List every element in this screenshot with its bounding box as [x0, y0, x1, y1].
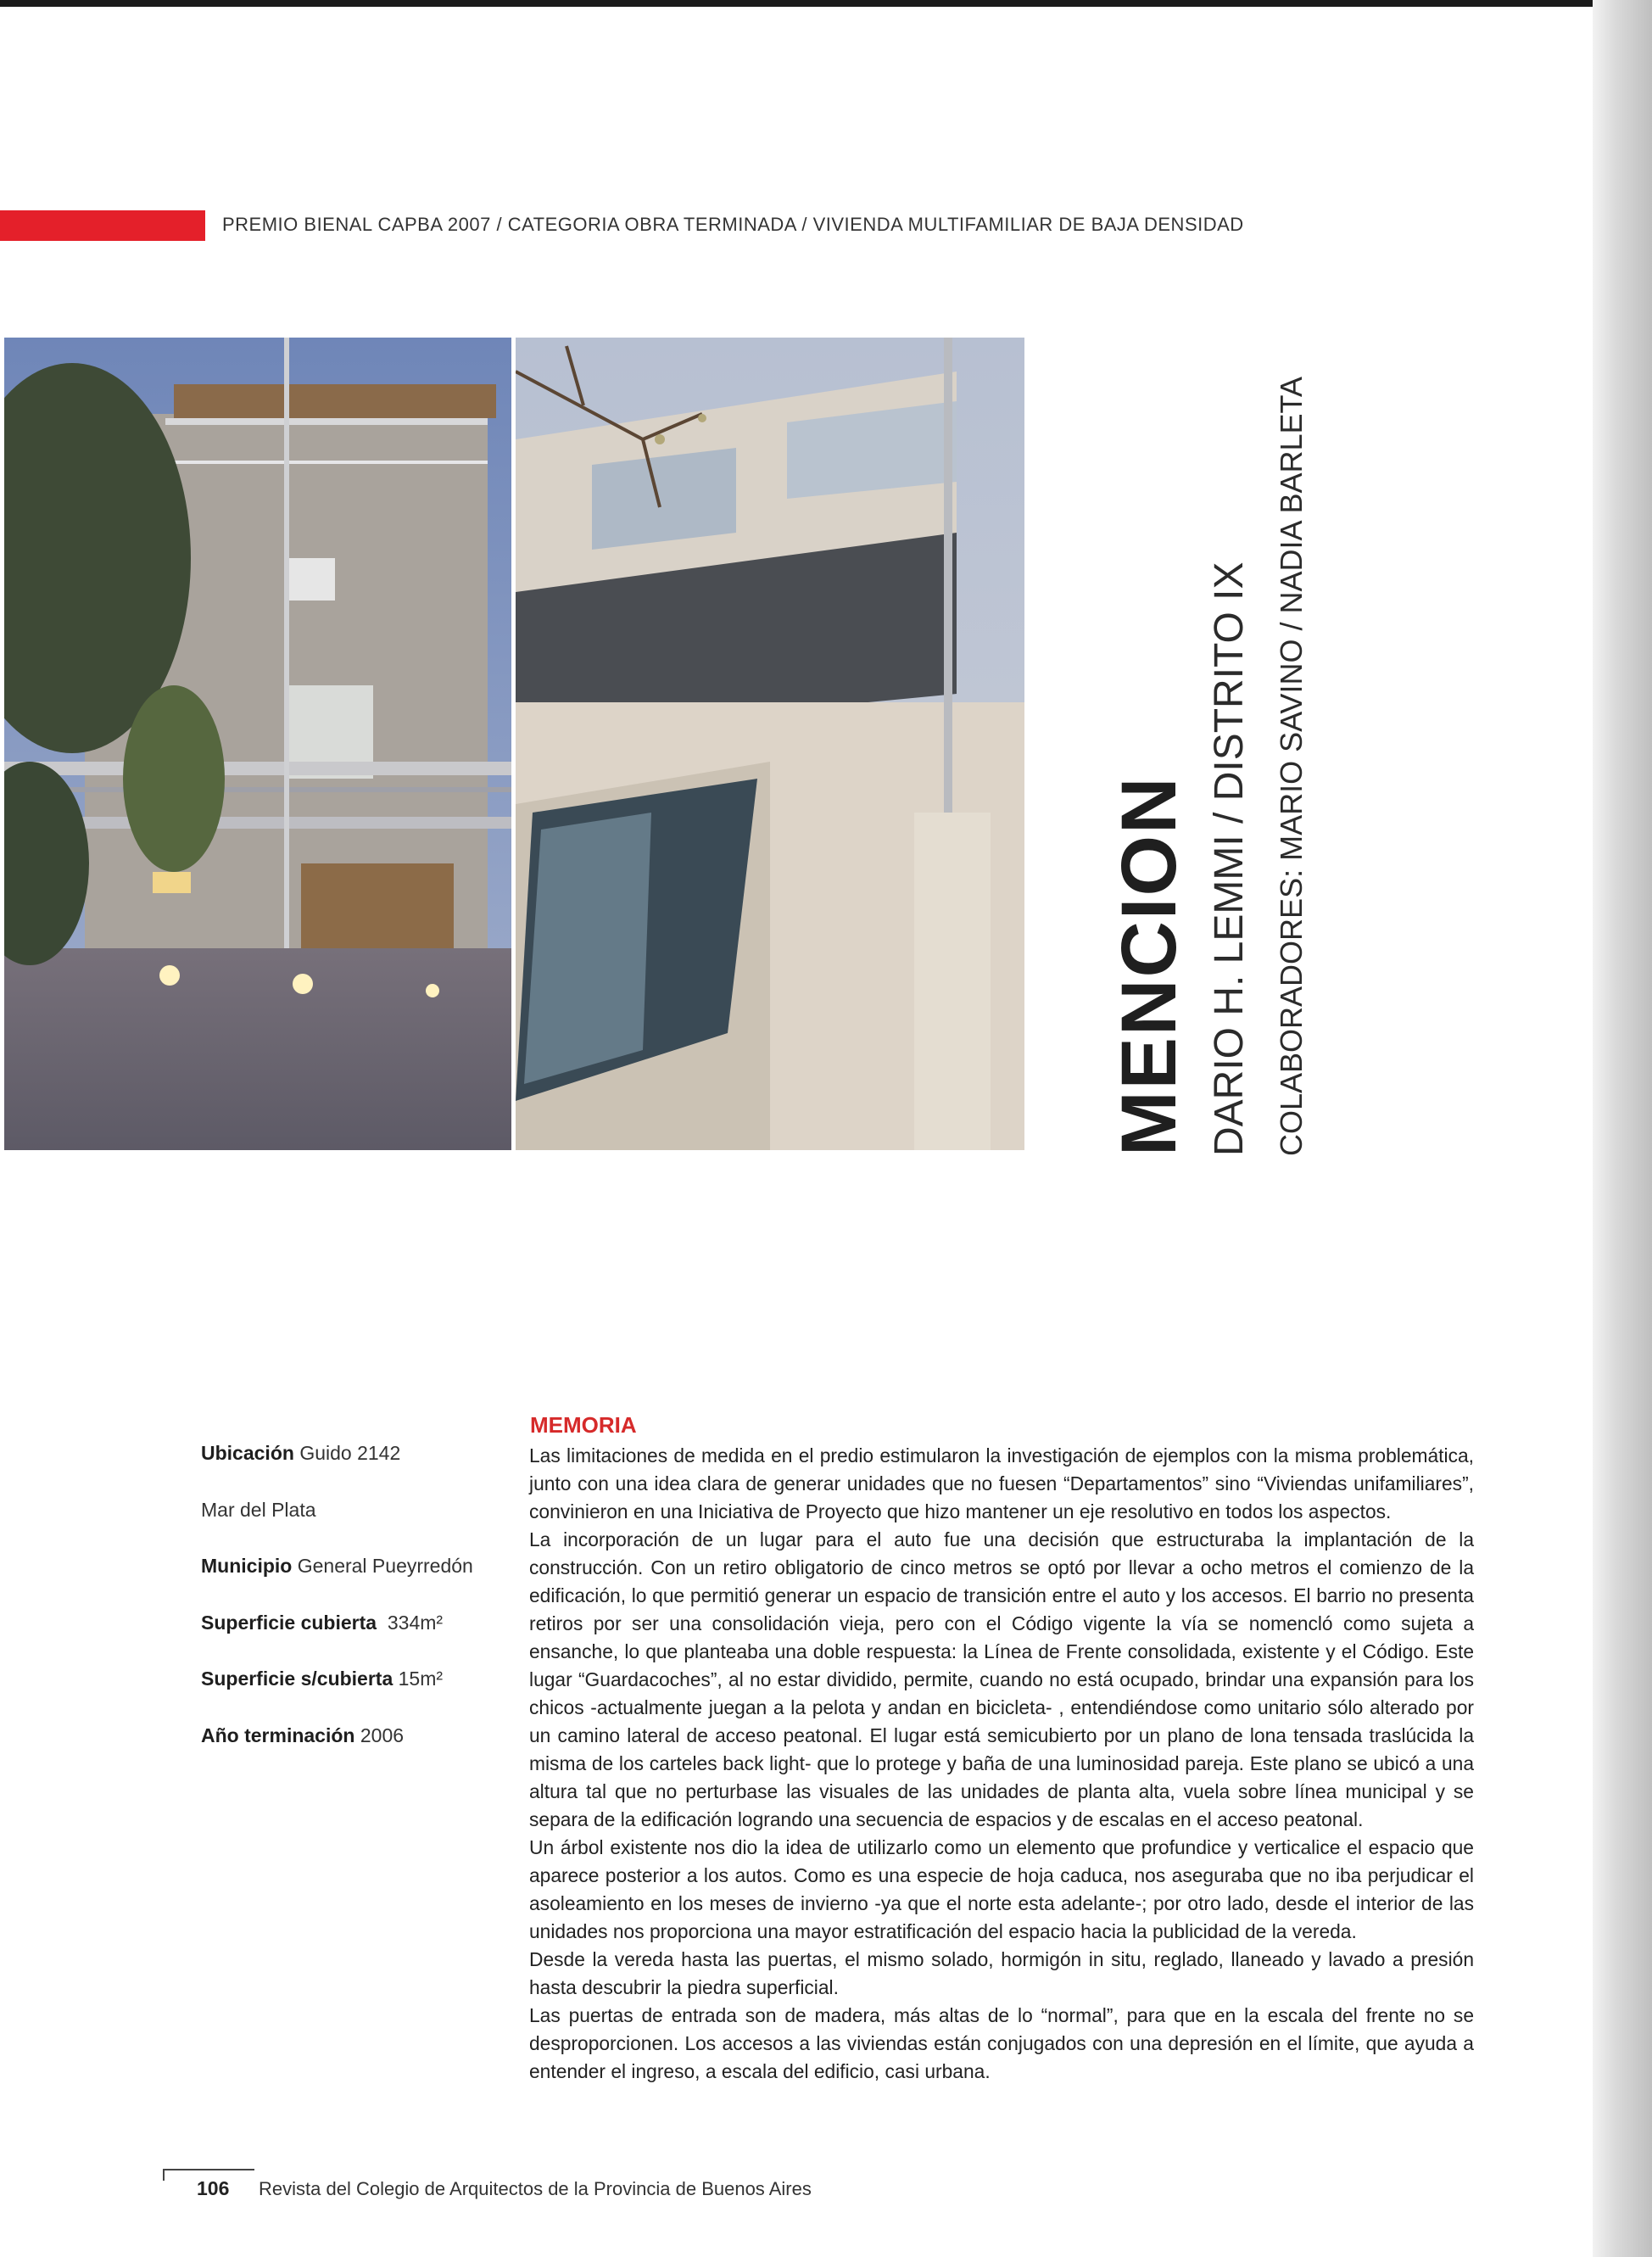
- footer-rule: [163, 2169, 254, 2170]
- fact-ubicacion: Ubicación Guido 2142: [201, 1442, 401, 1464]
- authors-title: DARIO H. LEMMI / DISTRITO IX: [1207, 561, 1252, 1156]
- page-edge-shadow: [1593, 0, 1652, 2257]
- memoria-paragraph: Las puertas de entrada son de madera, más altas de lo “normal”, para que en la escala del frente no se desproporcionen. Los accesos a las viviendas están conjugados con una depresión en el límite, que ayuda a entender el ingreso, a escala del edificio, casi urbana.: [529, 2004, 1474, 2082]
- fact-superficie-cubierta: Superficie cubierta 334m²: [201, 1611, 444, 1634]
- publication-title: Revista del Colegio de Arquitectos de la Provincia de Buenos Aires: [259, 2178, 812, 2199]
- page-number: 106: [197, 2177, 230, 2199]
- memoria-paragraph: La incorporación de un lugar para el auto fue una decisión que estructuraba la implantación de la construcción. Con un retiro obligatorio de cinco metros se optó por llevar a ocho metros el comienzo de la edificación, lo que permitió generar un espacio de transición entre el auto y los accesos. El barrio no presenta retiros por ser una consolidación vieja, pero con el Código vigente la vía se nomencló como sujeta a ensanche, lo que planteaba una doble respuesta: la Línea de Frente consolidada, existente y el Código. Este lugar “Guardacoches”, al no estar dividido, permite, cuando no está ocupado, brindar una expansión para los chicos -actualmente juegan a la pelota y andan en bicicleta- , entendiéndose como unitario sólo alterado por un camino lateral de acceso peatonal. El lugar está semicubierto por un plano de lona tensada traslúcida la misma de los carteles back light- que lo protege y baña de una luminosidad pareja. Este plano se ubicó a una altura tal que no perturbase las visuales de las unidades de planta alta, vuela sobre línea municipal y se separa de la edificación logrando una secuencia de espacios y de escalas en el acceso peatonal.: [529, 1528, 1474, 1830]
- memoria-paragraph: Un árbol existente nos dio la idea de utilizarlo como un elemento que profundice y verticalice el espacio que aparece posterior a los autos. Como es una especie de hoja caduca, nos aseguraba que no iba perjudicar el asoleamiento en los meses de invierno -ya que el norte esta adelante-; por otro lado, desde el interior de las unidades nos proporciona una mayor estratificación del espacio hacia la publicidad de la vereda.: [529, 1836, 1474, 1942]
- fact-ciudad: Mar del Plata: [201, 1498, 316, 1521]
- fact-ano-terminacion: Año terminación 2006: [201, 1723, 405, 1746]
- memoria-body: [529, 1442, 1474, 2086]
- memoria-heading: MEMORIA: [530, 1412, 637, 1438]
- memoria-paragraph: Las limitaciones de medida en el predio estimularon la investigación de ejemplos con la misma problemática, junto con una idea clara de generar unidades que no fuesen “Departamentos” sino “Viviendas unifamiliares”, convinieron en una Iniciativa de Proyecto que hizo mantener un eje resolutivo en todos los aspectos.: [529, 1444, 1474, 1522]
- fact-municipio: Municipio General Pueyrredón: [201, 1555, 473, 1577]
- project-facts: [201, 1442, 506, 1780]
- award-title: MENCION: [1106, 775, 1192, 1156]
- memoria-paragraph: Desde la vereda hasta las puertas, el mismo solado, hormigón in situ, reglado, llaneado y lavado a presión hasta descubrir la piedra superficial.: [529, 1948, 1474, 1998]
- photo-facade-detail: [516, 338, 1024, 1150]
- category-header: PREMIO BIENAL CAPBA 2007 / CATEGORIA OBRA TERMINADA / VIVIENDA MULTIFAMILIAR DE BAJA DENSIDAD: [222, 214, 1244, 235]
- footer-rule-tick: [163, 2169, 165, 2181]
- photo-house-front-dusk: [4, 338, 511, 1150]
- collaborators-title: COLABORADORES: MARIO SAVINO / NADIA BARLETA: [1274, 377, 1309, 1156]
- top-rule: [0, 0, 1652, 7]
- fact-superficie-semicubierta: Superficie s/cubierta 15m²: [201, 1668, 444, 1690]
- section-color-bar: [0, 210, 205, 241]
